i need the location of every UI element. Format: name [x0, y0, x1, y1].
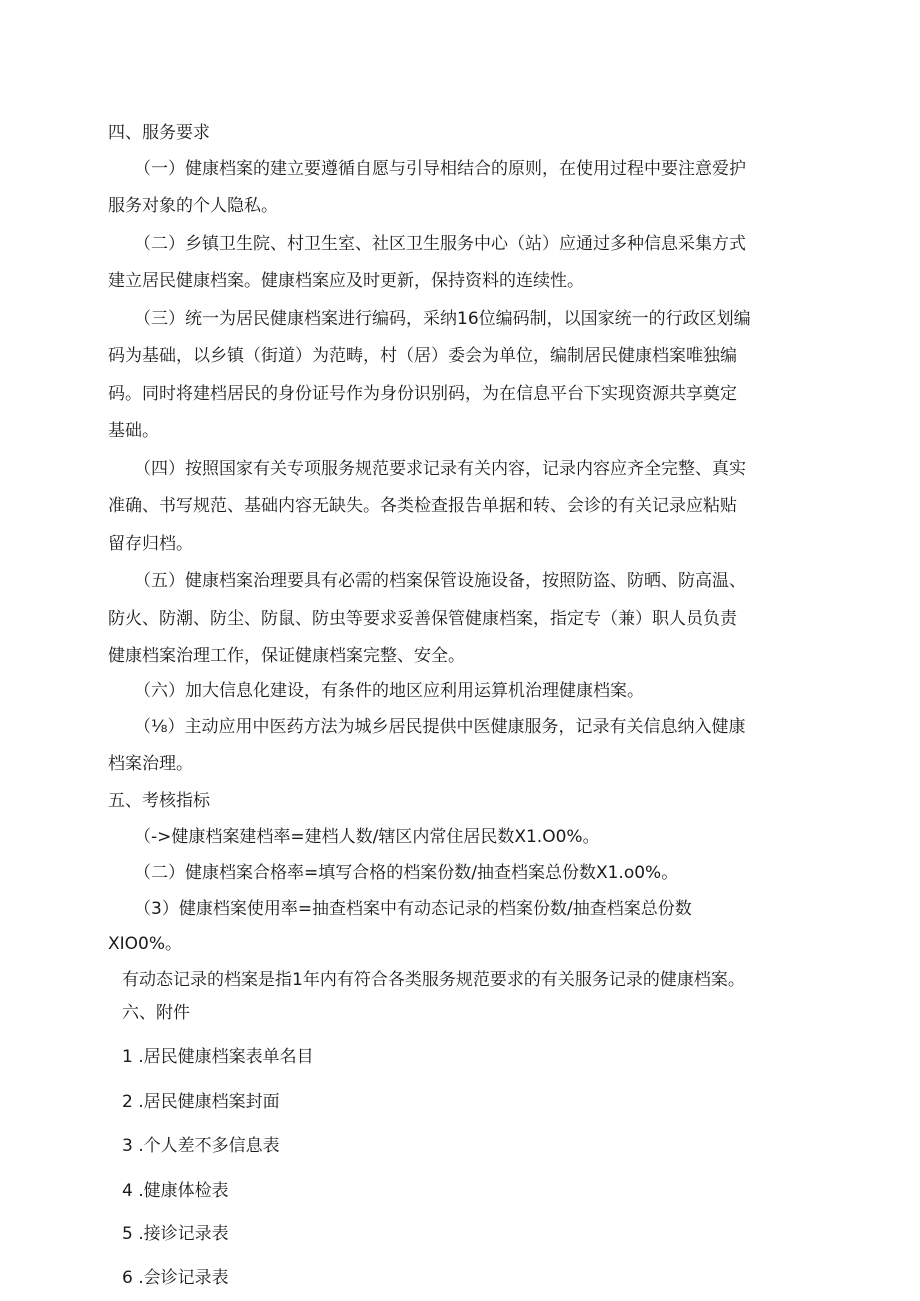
- paragraph-line: 档案治理。: [108, 754, 193, 774]
- paragraph-line: 防火、防潮、防尘、防鼠、防虫等要求妥善保管健康档案，指定专（兼）职人员负责: [108, 609, 737, 629]
- section-heading-assessment-indicators: 五、考核指标: [108, 791, 210, 811]
- indicator-note: 有动态记录的档案是指1年内有符合各类服务规范要求的有关服务记录的健康档案。: [122, 970, 745, 990]
- paragraph-line: （四）按照国家有关专项服务规范要求记录有关内容，记录内容应齐全完整、真实: [134, 459, 746, 479]
- attachment-item: 6 .会诊记录表: [122, 1268, 229, 1288]
- section-heading-attachments: 六、附件: [122, 1003, 190, 1023]
- section-heading-service-requirements: 四、服务要求: [108, 123, 210, 143]
- attachment-item: 1 .居民健康档案表单名目: [122, 1047, 314, 1067]
- paragraph-line: 服务对象的个人隐私。: [108, 196, 278, 216]
- paragraph-line: 建立居民健康档案。健康档案应及时更新，保持资料的连续性。: [108, 271, 584, 291]
- indicator-line: （3）健康档案使用率=抽查档案中有动态记录的档案份数/抽查档案总份数: [134, 899, 692, 919]
- indicator-line: （->健康档案建档率=建档人数/辖区内常住居民数X1.O0%。: [134, 827, 600, 847]
- attachment-item: 3 .个人差不多信息表: [122, 1136, 280, 1156]
- paragraph-line: 留存归档。: [108, 534, 193, 554]
- paragraph-line: （一）健康档案的建立要遵循自愿与引导相结合的原则，在使用过程中要注意爱护: [134, 159, 746, 179]
- attachment-item: 2 .居民健康档案封面: [122, 1092, 280, 1112]
- paragraph-line: 健康档案治理工作，保证健康档案完整、安全。: [108, 646, 465, 666]
- paragraph-line: 基础。: [108, 421, 159, 441]
- paragraph-line: （六）加大信息化建设，有条件的地区应利用运算机治理健康档案。: [134, 681, 644, 701]
- paragraph-line: （三）统一为居民健康档案进行编码，采纳16位编码制，以国家统一的行政区划编: [134, 309, 751, 329]
- attachment-item: 4 .健康体检表: [122, 1181, 229, 1201]
- paragraph-line: 准确、书写规范、基础内容无缺失。各类检查报告单据和转、会诊的有关记录应粘贴: [108, 496, 737, 516]
- paragraph-line: 码。同时将建档居民的身份证号作为身份识别码，为在信息平台下实现资源共享奠定: [108, 384, 737, 404]
- indicator-line: （二）健康档案合格率=填写合格的档案份数/抽查档案总份数X1.o0%。: [134, 863, 679, 883]
- attachment-item: 5 .接诊记录表: [122, 1224, 229, 1244]
- indicator-line: XIO0%。: [108, 934, 183, 954]
- paragraph-line: （⅛）主动应用中医药方法为城乡居民提供中医健康服务，记录有关信息纳入健康: [134, 717, 746, 737]
- paragraph-line: （二）乡镇卫生院、村卫生室、社区卫生服务中心（站）应通过多种信息采集方式: [134, 234, 746, 254]
- paragraph-line: （五）健康档案治理要具有必需的档案保管设施设备，按照防盗、防晒、防高温、: [134, 571, 746, 591]
- paragraph-line: 码为基础，以乡镇（街道）为范畴，村（居）委会为单位，编制居民健康档案唯独编: [108, 346, 737, 366]
